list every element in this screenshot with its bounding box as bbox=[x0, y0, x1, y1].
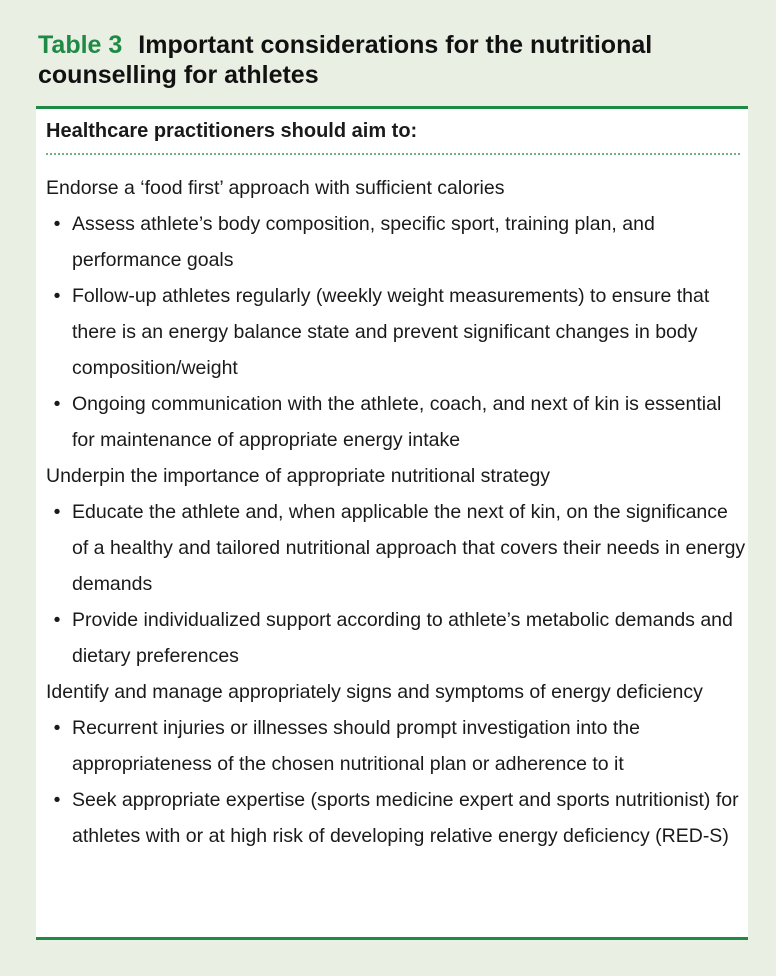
section-energy-deficiency bbox=[46, 674, 746, 854]
list-item-text: Ongoing communication with the athlete, coach, and next of kin is essential for maintenance of appropriate energy intake bbox=[72, 393, 722, 451]
list-item bbox=[46, 494, 746, 602]
table-header: Healthcare practitioners should aim to: bbox=[46, 120, 418, 142]
bullet-icon: • bbox=[53, 285, 61, 307]
section-label: Endorse a ‘food first’ approach with sufficient calories bbox=[46, 177, 505, 199]
table-content bbox=[46, 170, 746, 854]
list-item-text: Provide individualized support according to athlete’s metabolic demands and dietary preferences bbox=[72, 609, 733, 667]
bullet-icon: • bbox=[53, 789, 61, 811]
bullet-icon: • bbox=[53, 213, 61, 235]
list-item bbox=[46, 206, 746, 278]
table-title bbox=[38, 30, 758, 90]
list-item-text: Seek appropriate expertise (sports medicine expert and sports nutritionist) for athletes with or at high risk of developing relative energy deficiency (RED-S) bbox=[72, 789, 739, 847]
section-nutritional-strategy bbox=[46, 458, 746, 674]
list-item-text: Educate the athlete and, when applicable the next of kin, on the significance of a healthy and tailored nutritional approach that covers their needs in energy demands bbox=[72, 501, 746, 595]
bullet-icon: • bbox=[53, 501, 61, 523]
bullet-list bbox=[46, 710, 746, 854]
list-item bbox=[46, 782, 746, 854]
dotted-divider bbox=[46, 153, 740, 155]
bullet-list bbox=[46, 206, 746, 458]
table-title-text: Important considerations for the nutritional counselling for athletes bbox=[38, 31, 653, 89]
list-item-text: Assess athlete’s body composition, specific sport, training plan, and performance goals bbox=[72, 213, 655, 271]
section-label: Identify and manage appropriately signs and symptoms of energy deficiency bbox=[46, 681, 703, 703]
bullet-icon: • bbox=[53, 717, 61, 739]
list-item bbox=[46, 278, 746, 386]
list-item-text: Recurrent injuries or illnesses should prompt investigation into the appropriateness of the chosen nutritional plan or adherence to it bbox=[72, 717, 640, 775]
list-item bbox=[46, 386, 746, 458]
table-number: Table 3 bbox=[38, 31, 123, 59]
list-item bbox=[46, 710, 746, 782]
bullet-icon: • bbox=[53, 393, 61, 415]
section-food-first bbox=[46, 170, 746, 458]
list-item bbox=[46, 602, 746, 674]
bottom-rule bbox=[36, 937, 748, 940]
bullet-icon: • bbox=[53, 609, 61, 631]
section-label: Underpin the importance of appropriate nutritional strategy bbox=[46, 465, 551, 487]
bullet-list bbox=[46, 494, 746, 674]
list-item-text: Follow-up athletes regularly (weekly weight measurements) to ensure that there is an energy balance state and prevent significant changes in body composition/weight bbox=[72, 285, 710, 379]
